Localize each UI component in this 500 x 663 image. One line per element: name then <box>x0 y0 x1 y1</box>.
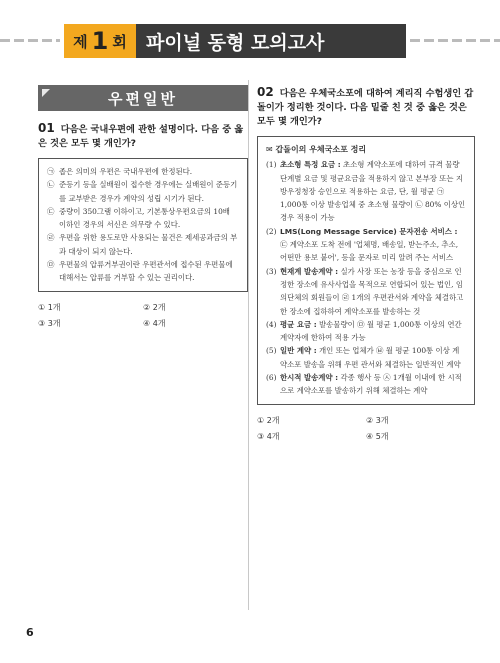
right-column <box>257 85 475 445</box>
summary-item <box>266 344 466 371</box>
question-text: 다음은 우체국소포에 대하여 계리직 수험생인 갑돌이가 정리한 것이다. 다음 밑줄 친 것 중 옳은 것은 모두 몇 개인가? <box>257 88 474 127</box>
summary-marker: (1) <box>266 160 277 170</box>
question-number: 01 <box>38 121 55 135</box>
exam-title: 파이널 동형 모의고사 <box>136 24 406 58</box>
question-1 <box>38 121 248 151</box>
answer-option[interactable]: ② 3개 <box>366 415 389 425</box>
page-number: 6 <box>26 626 34 639</box>
statement-text: 준등기 등을 실배원이 접수한 경우에는 실배원이 준등기를 교부받은 경우가 계약의 성립 시기가 된다. <box>59 180 238 203</box>
summary-head: 한시적 발송계약 : <box>280 373 339 383</box>
answer-option[interactable]: ① 1개 <box>38 302 61 312</box>
summary-marker: (2) <box>266 226 277 236</box>
statement-item <box>47 205 239 232</box>
statement-marker: ㉠ <box>47 167 55 176</box>
answer-option[interactable]: ① 2개 <box>257 415 280 425</box>
summary-item <box>266 225 466 265</box>
summary-text: 실가 사장 또는 농장 등을 중심으로 인정한 장소에 유사사업을 목적으로 연합되어 있는 법인, 임의단체의 회원들이 ㉣ 1개의 우편관서와 계약을 체결하고 한 장소에 집하하여 계약소포를 발송하는 것 <box>280 266 464 316</box>
answer-option[interactable]: ④ 5개 <box>366 431 389 441</box>
statement-marker: ㉡ <box>47 180 55 190</box>
summary-head: 일반 계약 : <box>280 346 317 356</box>
summary-box <box>257 136 475 405</box>
answer-option[interactable]: ② 2개 <box>143 302 166 312</box>
summary-text: ㉢ 계약소포 도착 전에 '업체명, 배송일, 받는주소, 추소, 어떤만 용보 붙어', 등을 문자로 미리 알려 주는 서비스 <box>280 240 459 263</box>
question-number: 02 <box>257 85 274 99</box>
answer-option[interactable]: ④ 4개 <box>143 318 166 328</box>
summary-text: 각종 행사 등 ㉦ 1개월 이내에 한 시적으로 계약소포를 발송하기 위해 체결하는 계약 <box>280 373 462 396</box>
round-prefix: 제 <box>73 32 88 51</box>
summary-body <box>280 225 466 265</box>
summary-body <box>280 344 466 371</box>
summary-body <box>280 158 466 224</box>
summary-head: 평균 요금 : <box>280 319 317 329</box>
summary-text: 발송물량이 ㉤ 월 평균 1,000통 이상의 연간 계약자에 한하여 적용 가능 <box>280 319 462 343</box>
round-badge <box>64 24 136 58</box>
round-suffix: 회 <box>112 32 127 51</box>
statement-marker: ㉤ <box>47 260 55 270</box>
answer-options <box>38 300 248 332</box>
summary-marker: (3) <box>266 266 277 276</box>
summary-head: 현재계 발송계약 : <box>280 266 339 276</box>
chapter-header <box>0 24 500 58</box>
summary-marker: (4) <box>266 319 277 329</box>
summary-head: LMS(Long Message Service) 문자전송 서비스 : <box>280 226 458 236</box>
statement-text: 우편물의 압류거부권이란 우편관서에 접수된 우편물에 대해서는 압류를 거부할 수 있는 권리이다. <box>59 260 233 283</box>
section-title: 우편일반 <box>108 89 178 108</box>
summary-item <box>266 265 466 318</box>
statement-text: 중량이 350그램 이하이고, 기본통상우편요금의 10배 이하인 경우의 서신은 의무량 수 있다. <box>59 206 230 230</box>
round-number: 1 <box>91 27 109 55</box>
column-divider <box>248 80 249 610</box>
question-text: 다음은 국내우편에 관한 설명이다. 다음 중 옳은 것은 모두 몇 개인가? <box>38 124 244 149</box>
summary-item <box>266 318 466 345</box>
statement-marker: ㉣ <box>47 233 55 243</box>
section-banner <box>38 85 248 111</box>
corner-decor-icon <box>42 89 50 97</box>
statement-item <box>47 178 239 205</box>
header-decor-line <box>0 39 60 42</box>
summary-item <box>266 371 466 398</box>
summary-body <box>280 318 466 345</box>
answer-options <box>257 413 475 445</box>
summary-text: 초소형 계약소포에 대하여 규격 물량 단계별 요금 및 평균요금을 적용하지 않고 본부장 또는 지방우정청장 승인으로 적용하는 요금, 단, 월 평균 ㉠ 1,000통 이상 발송업체 중 초소형 물량이 ㉡ 80% 이상인 경우 적용이 가능 <box>280 160 466 223</box>
statement-text: 좁은 의미의 우편은 국내우편에 한정된다. <box>59 167 193 176</box>
summary-box-title: ✉ 갑돌이의 우체국소포 정리 <box>266 145 367 154</box>
statement-item <box>47 165 239 178</box>
summary-item <box>266 158 466 224</box>
statement-box <box>38 158 248 292</box>
header-decor-line-right <box>410 39 500 42</box>
summary-head: 초소형 특정 요금 : <box>280 160 341 170</box>
statement-text: 우편을 위한 용도로만 사용되는 물건은 제세공과금의 부과 대상이 되지 않는다. <box>59 233 238 256</box>
left-column <box>38 85 248 332</box>
summary-body <box>280 265 466 318</box>
summary-marker: (5) <box>266 346 277 356</box>
summary-marker: (6) <box>266 373 277 383</box>
answer-option[interactable]: ③ 3개 <box>38 318 61 328</box>
summary-text: 개인 또는 업체가 ㉥ 월 평균 100통 이상 계약소포 발송을 위해 우편 관서와 체결하는 일반적인 계약 <box>280 346 461 369</box>
question-2 <box>257 85 475 129</box>
summary-box-title-text: 갑돌이의 우체국소포 정리 <box>275 145 367 154</box>
statement-item <box>47 258 239 285</box>
statement-marker: ㉢ <box>47 206 55 216</box>
summary-body <box>280 371 466 398</box>
statement-item <box>47 231 239 258</box>
answer-option[interactable]: ③ 4개 <box>257 431 280 441</box>
